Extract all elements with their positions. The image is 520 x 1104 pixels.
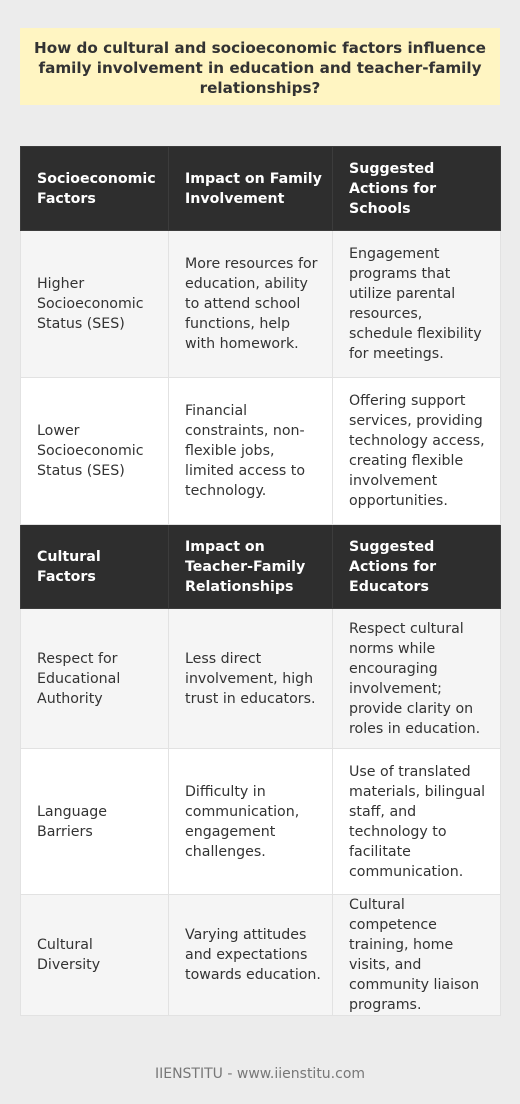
header-cell-factors: Cultural Factors bbox=[21, 525, 169, 609]
footer-credit: IIENSTITU - www.iienstitu.com bbox=[154, 1066, 366, 1082]
table-row bbox=[21, 749, 501, 895]
question-title: How do cultural and socioeconomic factors influence family involvement in education and teacher-family relationships? bbox=[20, 28, 500, 105]
factor-cell: Lower Socioeconomic Status (SES) bbox=[21, 378, 169, 525]
action-cell: Cultural competence training, home visits, and community liaison programs. bbox=[333, 895, 501, 1016]
header-cell-actions: Suggested Actions for Schools bbox=[333, 147, 501, 231]
impact-cell: Financial constraints, non-flexible jobs, limited access to technology. bbox=[169, 378, 333, 525]
header-cell-impact: Impact on Teacher-Family Relationships bbox=[169, 525, 333, 609]
factor-cell: Higher Socioeconomic Status (SES) bbox=[21, 231, 169, 378]
factor-cell: Cultural Diversity bbox=[21, 895, 169, 1016]
table-row bbox=[21, 609, 501, 749]
impact-cell: Varying attitudes and expectations towards education. bbox=[169, 895, 333, 1016]
header-cell-factors: Socioeconomic Factors bbox=[21, 147, 169, 231]
impact-cell: More resources for education, ability to attend school functions, help with homework. bbox=[169, 231, 333, 378]
table-row bbox=[21, 231, 501, 378]
cultural-header-row bbox=[21, 525, 501, 609]
table-row bbox=[21, 378, 501, 525]
header-cell-actions: Suggested Actions for Educators bbox=[333, 525, 501, 609]
table-row bbox=[21, 895, 501, 1016]
factors-table bbox=[20, 146, 501, 1016]
socioeconomic-header-row bbox=[21, 147, 501, 231]
action-cell: Offering support services, providing technology access, creating flexible involvement opportunities. bbox=[333, 378, 501, 525]
factor-cell: Language Barriers bbox=[21, 749, 169, 895]
factor-cell: Respect for Educational Authority bbox=[21, 609, 169, 749]
action-cell: Engagement programs that utilize parental resources, schedule flexibility for meetings. bbox=[333, 231, 501, 378]
impact-cell: Less direct involvement, high trust in educators. bbox=[169, 609, 333, 749]
impact-cell: Difficulty in communication, engagement challenges. bbox=[169, 749, 333, 895]
header-cell-impact: Impact on Family Involvement bbox=[169, 147, 333, 231]
action-cell: Use of translated materials, bilingual staff, and technology to facilitate communication. bbox=[333, 749, 501, 895]
action-cell: Respect cultural norms while encouraging involvement; provide clarity on roles in education. bbox=[333, 609, 501, 749]
